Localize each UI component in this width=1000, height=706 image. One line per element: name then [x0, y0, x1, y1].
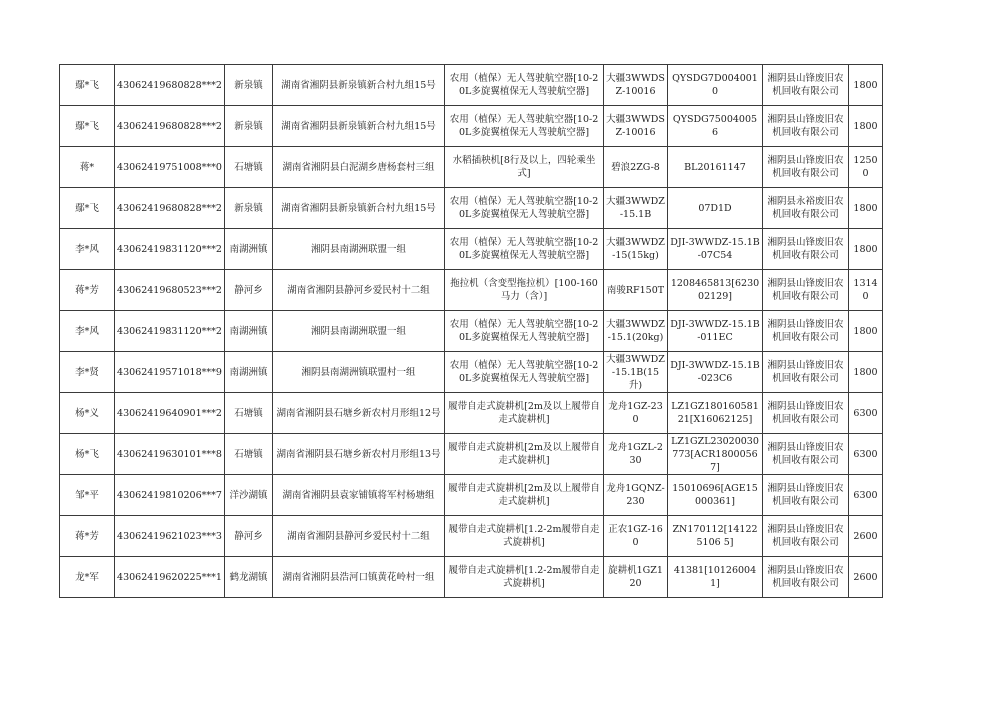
id-number-cell: 43062419680523***2 — [115, 270, 225, 311]
recycling-company-cell: 湘阴县山锋废旧农机回收有限公司 — [763, 516, 849, 557]
table-row — [60, 352, 883, 393]
town-cell: 静河乡 — [225, 516, 273, 557]
table-row — [60, 393, 883, 434]
recycling-company-cell: 湘阴县山锋废旧农机回收有限公司 — [763, 475, 849, 516]
town-cell: 南湖洲镇 — [225, 229, 273, 270]
id-number-cell: 43062419751008***0 — [115, 147, 225, 188]
table-row — [60, 475, 883, 516]
recycling-company-cell: 湘阴县山锋废旧农机回收有限公司 — [763, 65, 849, 106]
amount-cell: 1800 — [849, 352, 883, 393]
model-cell: 大疆3WWDZ-15.1B — [604, 188, 668, 229]
serial-number-cell: 1208465813[623002129] — [668, 270, 763, 311]
machine-item-cell: 履带自走式旋耕机[2m及以上履带自走式旋耕机] — [445, 434, 604, 475]
amount-cell: 12500 — [849, 147, 883, 188]
recycling-company-cell: 湘阴县永裕废旧农机回收有限公司 — [763, 188, 849, 229]
town-cell: 鹤龙湖镇 — [225, 557, 273, 598]
table-row — [60, 270, 883, 311]
id-number-cell: 43062419630101***8 — [115, 434, 225, 475]
machine-item-cell: 农用（植保）无人驾驶航空器[10-20L多旋翼植保无人驾驶航空器] — [445, 106, 604, 147]
id-number-cell: 43062419620225***1 — [115, 557, 225, 598]
machine-item-cell: 水稻插秧机[8行及以上，四轮乘坐式] — [445, 147, 604, 188]
table-row — [60, 147, 883, 188]
owner-name-cell: 蒋* — [60, 147, 115, 188]
address-cell: 湖南省湘阴县静河乡爱民村十二组 — [273, 516, 445, 557]
recycling-company-cell: 湘阴县山锋废旧农机回收有限公司 — [763, 147, 849, 188]
model-cell: 大疆3WWDSZ-10016 — [604, 65, 668, 106]
model-cell: 龙舟1GQNZ-230 — [604, 475, 668, 516]
amount-cell: 1800 — [849, 106, 883, 147]
serial-number-cell: 07D1D — [668, 188, 763, 229]
id-number-cell: 43062419640901***2 — [115, 393, 225, 434]
serial-number-cell: ZN170112[141225106 5] — [668, 516, 763, 557]
town-cell: 洋沙湖镇 — [225, 475, 273, 516]
table-row — [60, 516, 883, 557]
table-row — [60, 311, 883, 352]
town-cell: 新泉镇 — [225, 65, 273, 106]
machine-item-cell: 履带自走式旋耕机[2m及以上履带自走式旋耕机] — [445, 393, 604, 434]
serial-number-cell: QYSDG7D0040010 — [668, 65, 763, 106]
amount-cell: 6300 — [849, 393, 883, 434]
model-cell: 旋耕机1GZ120 — [604, 557, 668, 598]
owner-name-cell: 龙*军 — [60, 557, 115, 598]
machine-item-cell: 农用（植保）无人驾驶航空器[10-20L多旋翼植保无人驾驶航空器] — [445, 311, 604, 352]
owner-name-cell: 李*贤 — [60, 352, 115, 393]
recycling-company-cell: 湘阴县山锋废旧农机回收有限公司 — [763, 106, 849, 147]
recycling-company-cell: 湘阴县山锋废旧农机回收有限公司 — [763, 557, 849, 598]
address-cell: 湘阴县南湖洲联盟一组 — [273, 229, 445, 270]
owner-name-cell: 李*风 — [60, 311, 115, 352]
id-number-cell: 43062419621023***3 — [115, 516, 225, 557]
id-number-cell: 43062419680828***2 — [115, 65, 225, 106]
recycling-company-cell: 湘阴县山锋废旧农机回收有限公司 — [763, 311, 849, 352]
address-cell: 湖南省湘阴县袁家铺镇将军村杨塘组 — [273, 475, 445, 516]
machine-item-cell: 履带自走式旋耕机[1.2-2m履带自走式旋耕机] — [445, 516, 604, 557]
owner-name-cell: 鄢*飞 — [60, 65, 115, 106]
model-cell: 大疆3WWDZ-15(15kg) — [604, 229, 668, 270]
serial-number-cell: QYSDG750040056 — [668, 106, 763, 147]
recycling-company-cell: 湘阴县山锋废旧农机回收有限公司 — [763, 270, 849, 311]
address-cell: 湖南省湘阴县石塘乡新农村月形组13号 — [273, 434, 445, 475]
machine-item-cell: 农用（植保）无人驾驶航空器[10-20L多旋翼植保无人驾驶航空器] — [445, 188, 604, 229]
model-cell: 大疆3WWDSZ-10016 — [604, 106, 668, 147]
address-cell: 湖南省湘阴县静河乡爱民村十二组 — [273, 270, 445, 311]
id-number-cell: 43062419571018***9 — [115, 352, 225, 393]
address-cell: 湖南省湘阴县石塘乡新农村月形组12号 — [273, 393, 445, 434]
table-row — [60, 188, 883, 229]
amount-cell: 6300 — [849, 475, 883, 516]
serial-number-cell: 41381[101260041] — [668, 557, 763, 598]
town-cell: 石塘镇 — [225, 393, 273, 434]
serial-number-cell: DJI-3WWDZ-15.1B-07C54 — [668, 229, 763, 270]
model-cell: 大疆3WWDZ-15.1(20kg) — [604, 311, 668, 352]
town-cell: 南湖洲镇 — [225, 352, 273, 393]
town-cell: 石塘镇 — [225, 434, 273, 475]
amount-cell: 1800 — [849, 65, 883, 106]
town-cell: 静河乡 — [225, 270, 273, 311]
machine-item-cell: 农用（植保）无人驾驶航空器[10-20L多旋翼植保无人驾驶航空器] — [445, 229, 604, 270]
id-number-cell: 43062419680828***2 — [115, 188, 225, 229]
machine-item-cell: 履带自走式旋耕机[2m及以上履带自走式旋耕机] — [445, 475, 604, 516]
amount-cell: 2600 — [849, 557, 883, 598]
amount-cell: 2600 — [849, 516, 883, 557]
machine-item-cell: 履带自走式旋耕机[1.2-2m履带自走式旋耕机] — [445, 557, 604, 598]
table-row — [60, 65, 883, 106]
town-cell: 新泉镇 — [225, 188, 273, 229]
owner-name-cell: 李*风 — [60, 229, 115, 270]
amount-cell: 1800 — [849, 311, 883, 352]
owner-name-cell: 鄢*飞 — [60, 188, 115, 229]
serial-number-cell: LZ1GZL23020030773[ACR18000567] — [668, 434, 763, 475]
table-row — [60, 106, 883, 147]
address-cell: 湖南省湘阴县新泉镇新合村九组15号 — [273, 65, 445, 106]
machine-item-cell: 拖拉机（含变型拖拉机）[100-160马力（含）] — [445, 270, 604, 311]
town-cell: 南湖洲镇 — [225, 311, 273, 352]
id-number-cell: 43062419680828***2 — [115, 106, 225, 147]
address-cell: 湘阴县南湖洲镇联盟村一组 — [273, 352, 445, 393]
id-number-cell: 43062419831120***2 — [115, 311, 225, 352]
amount-cell: 1800 — [849, 229, 883, 270]
owner-name-cell: 蒋*芳 — [60, 516, 115, 557]
amount-cell: 6300 — [849, 434, 883, 475]
serial-number-cell: LZ1GZ18016058121[X16062125] — [668, 393, 763, 434]
model-cell: 碧浪2ZG-8 — [604, 147, 668, 188]
address-cell: 湘阴县南湖洲联盟一组 — [273, 311, 445, 352]
address-cell: 湖南省湘阴县白泥湖乡唐杨套村三组 — [273, 147, 445, 188]
recycling-company-cell: 湘阴县山锋废旧农机回收有限公司 — [763, 434, 849, 475]
amount-cell: 13140 — [849, 270, 883, 311]
serial-number-cell: 15010696[AGE15000361] — [668, 475, 763, 516]
owner-name-cell: 鄢*飞 — [60, 106, 115, 147]
model-cell: 正农1GZ-160 — [604, 516, 668, 557]
address-cell: 湖南省湘阴县新泉镇新合村九组15号 — [273, 106, 445, 147]
serial-number-cell: DJI-3WWDZ-15.1B-023C6 — [668, 352, 763, 393]
table-body — [60, 65, 883, 598]
table-row — [60, 434, 883, 475]
town-cell: 石塘镇 — [225, 147, 273, 188]
id-number-cell: 43062419831120***2 — [115, 229, 225, 270]
owner-name-cell: 杨*飞 — [60, 434, 115, 475]
id-number-cell: 43062419810206***7 — [115, 475, 225, 516]
serial-number-cell: BL20161147 — [668, 147, 763, 188]
town-cell: 新泉镇 — [225, 106, 273, 147]
model-cell: 南骏RF150T — [604, 270, 668, 311]
machine-item-cell: 农用（植保）无人驾驶航空器[10-20L多旋翼植保无人驾驶航空器] — [445, 352, 604, 393]
address-cell: 湖南省湘阴县新泉镇新合村九组15号 — [273, 188, 445, 229]
serial-number-cell: DJI-3WWDZ-15.1B-011EC — [668, 311, 763, 352]
model-cell: 大疆3WWDZ-15.1B(15升) — [604, 352, 668, 393]
owner-name-cell: 蒋*芳 — [60, 270, 115, 311]
recycling-company-cell: 湘阴县山锋废旧农机回收有限公司 — [763, 352, 849, 393]
owner-name-cell: 邹*平 — [60, 475, 115, 516]
address-cell: 湖南省湘阴县浩河口镇黄花岭村一组 — [273, 557, 445, 598]
table-row — [60, 229, 883, 270]
table-row — [60, 557, 883, 598]
subsidy-table — [59, 64, 883, 598]
recycling-company-cell: 湘阴县山锋废旧农机回收有限公司 — [763, 393, 849, 434]
machine-item-cell: 农用（植保）无人驾驶航空器[10-20L多旋翼植保无人驾驶航空器] — [445, 65, 604, 106]
model-cell: 龙舟1GZ-230 — [604, 393, 668, 434]
amount-cell: 1800 — [849, 188, 883, 229]
model-cell: 龙舟1GZL-230 — [604, 434, 668, 475]
owner-name-cell: 杨*义 — [60, 393, 115, 434]
recycling-company-cell: 湘阴县山锋废旧农机回收有限公司 — [763, 229, 849, 270]
